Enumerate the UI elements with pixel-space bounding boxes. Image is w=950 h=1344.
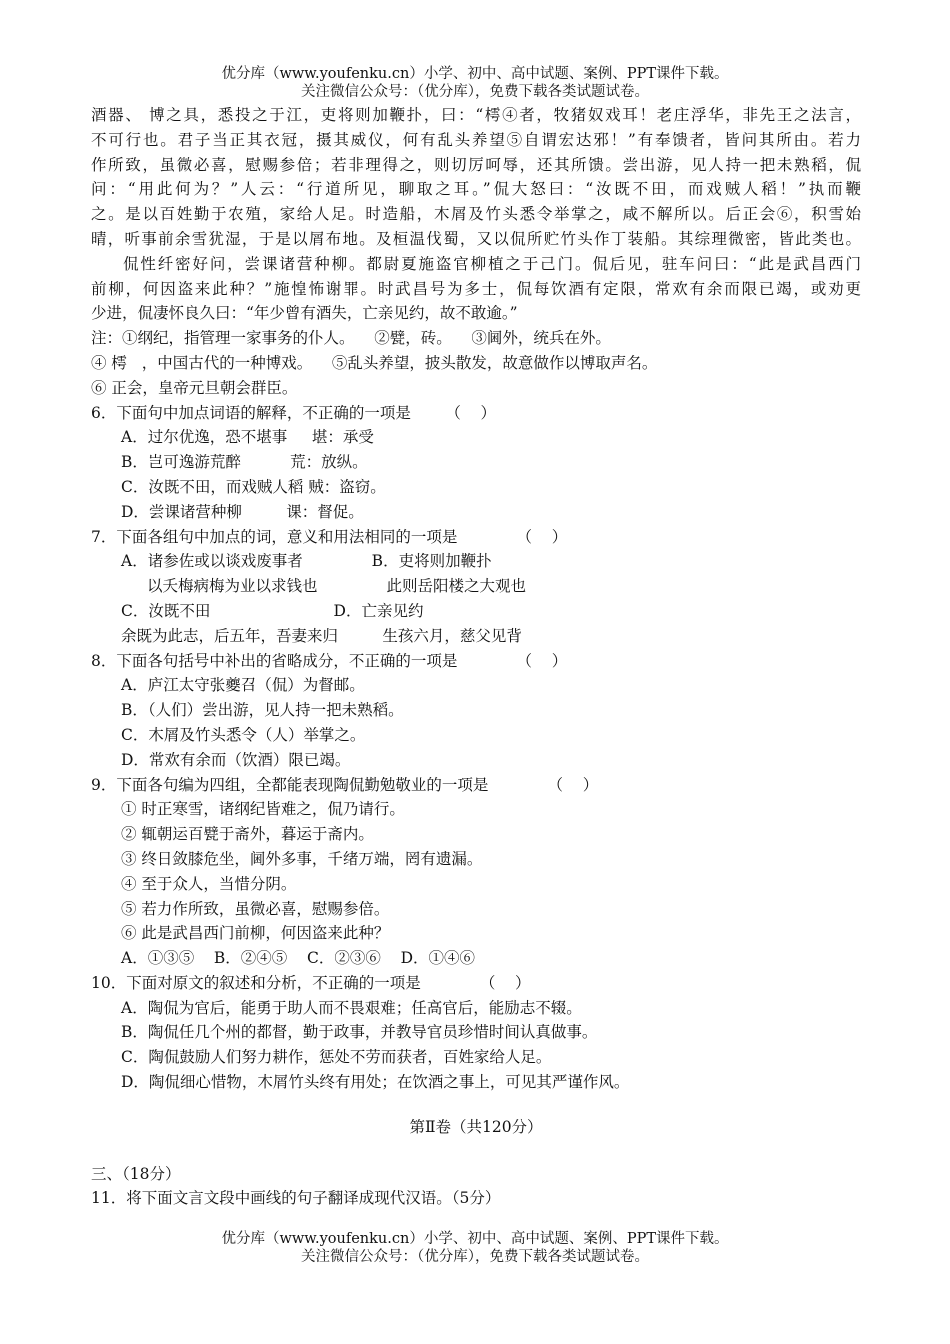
footer-line-2: 关注微信公众号：（优分库），免费下载各类试题试卷。 [301, 1249, 649, 1265]
option-b: B．（人们）尝出游，见人持一把未熟稻。 [121, 701, 404, 720]
option-a: A．过尔优逸，恐不堪事 堪：承受 [121, 428, 374, 447]
option-d: D．陶侃细心惜物，木屑竹头终有用处；在饮酒之事上，可见其严谨作风。 [121, 1073, 630, 1092]
question-stem: 10．下面对原文的叙述和分析，不正确的一项是 （ ） [91, 973, 531, 992]
question-stem: 6．下面句中加点词语的解释，不正确的一项是 （ ） [91, 403, 497, 422]
question-stem: 9．下面各句编为四组，全都能表现陶侃勤勉敬业的一项是 （ ） [91, 775, 599, 794]
question-10 [91, 971, 861, 1095]
option-c: C．汝既不田，而戏贼人稻 贼：盗窃。 [121, 477, 386, 496]
note-line: 注：①纲纪，指管理一家事务的仆人。 ②甓，砖。 ③阃外，统兵在外。 [91, 329, 611, 348]
header-line-2: 关注微信公众号：（优分库），免费下载各类试题试卷。 [301, 84, 649, 100]
option-d: D．常欢有余而（饮酒）限已竭。 [121, 750, 351, 769]
statement-item: ⑤ 若力作所致，虽微必喜，慰赐参倍。 [121, 899, 390, 918]
question-9 [91, 773, 861, 971]
passage-line: 前柳，何因盗来此种？”施惶怖谢罪。时武昌号为多士，侃每饮酒有定限，常欢有余而限已竭，或劝更 [91, 279, 861, 298]
option-b: B．岂可逸游荒醉 荒：放纵。 [121, 453, 368, 472]
option-row: A．诸参佐或以谈戏废事者 B．吏将则加鞭扑 [121, 552, 492, 571]
passage-paragraph-1 [91, 103, 861, 252]
option-row: 余既为此志，后五年，吾妻来归 生孩六月，慈父见背 [121, 626, 522, 645]
passage-line: 之。是以百姓勤于农殖，家给人足。时造船，木屑及竹头悉令举掌之，咸不解所以。后正会⑥，积雪始 [91, 205, 861, 224]
answer-choices: A．①③⑤ B．②④⑤ C．②③⑥ D．①④⑥ [121, 949, 475, 968]
statement-item: ③ 终日敛膝危坐，阃外多事，千绪万端，罔有遗漏。 [121, 849, 483, 868]
option-b: B．陶侃任几个州的都督，勤于政事，并教导官员珍惜时间认真做事。 [121, 1023, 598, 1042]
question-7 [91, 525, 861, 649]
passage-line: 作所致，虽微必喜，慰赐参倍；若非理得之，则切厉呵辱，还其所馈。尝出游，见人持一把未熟稻，侃 [91, 155, 861, 174]
notes [91, 326, 861, 400]
question-11-stem: 11．将下面文言文段中画线的句子翻译成现代汉语。（5分） [91, 1189, 501, 1208]
option-row: C．汝既不田 D．亡亲见约 [121, 601, 424, 620]
option-d: D．尝课诸营种柳 课：督促。 [121, 502, 364, 521]
option-c: C．木屑及竹头悉令（人）举掌之。 [121, 725, 366, 744]
question-8 [91, 649, 861, 773]
passage-line: 少进，侃凄怀良久曰：“年少曾有酒失，亡亲见约，故不敢逾。” [91, 304, 518, 323]
page-footer [0, 1230, 950, 1266]
note-line: ⑥ 正会，皇帝元旦朝会群臣。 [91, 378, 298, 397]
question-6 [91, 401, 861, 525]
statement-item: ⑥ 此是武昌西门前柳，何因盗来此种？ [121, 924, 390, 943]
note-line: ④ 樗 ，中国古代的一种博戏。 ⑤乱头养望，披头散发，故意做作以博取声名。 [91, 353, 658, 372]
passage-line: 酒器、 博之具，悉投之于江，吏将则加鞭扑，曰：“樗④者，牧猪奴戏耳！老庄浮华，非先王之法言， [91, 106, 861, 124]
document-body [91, 103, 861, 1211]
option-c: C．陶侃鼓励人们努力耕作，惩处不劳而获者，百姓家给人足。 [121, 1048, 552, 1067]
question-stem: 8．下面各句括号中补出的省略成分，不正确的一项是 （ ） [91, 651, 568, 670]
option-row: 以夭梅病梅为业以求钱也 此则岳阳楼之大观也 [147, 577, 526, 596]
option-a: A．陶侃为官后，能勇于助人而不畏艰难；任高官后，能励志不辍。 [121, 998, 582, 1017]
question-stem: 7．下面各组句中加点的词，意义和用法相同的一项是 （ ） [91, 527, 568, 546]
passage-line: 侃性纤密好问，尝课诸营种柳。都尉夏施盗官柳植之于己门。侃后见，驻车问曰：“此是武昌西门 [123, 254, 861, 273]
footer-line-1: 优分库（www.youfenku.cn）小学、初中、高中试题、案例、PPT课件下载。 [221, 1231, 729, 1247]
passage-line: 不可行也。君子当正其衣冠，摄其威仪，何有乱头养望⑤自谓宏达邪！”有奉馈者，皆问其所由。若力 [91, 130, 861, 149]
page-header [0, 65, 950, 101]
passage-paragraph-2 [91, 252, 861, 326]
header-line-1: 优分库（www.youfenku.cn）小学、初中、高中试题、案例、PPT课件下载。 [221, 66, 729, 82]
statement-item: ① 时正寒雪，诸纲纪皆难之，侃乃请行。 [121, 800, 405, 819]
section-3-heading: 三、（18分） [91, 1164, 181, 1183]
statement-item: ④ 至于众人，当惜分阴。 [121, 874, 297, 893]
statement-item: ② 辄朝运百甓于斋外，暮运于斋内。 [121, 825, 374, 844]
section-2-title: 第Ⅱ卷（共120分） [409, 1117, 543, 1136]
passage-line: 问：“用此何为？”人云：“行道所见，聊取之耳。”侃大怒曰：“汝既不田，而戏贼人稻！”执而鞭 [91, 180, 861, 199]
option-a: A．庐江太守张夔召（侃）为督邮。 [121, 676, 365, 695]
passage-line: 晴，听事前余雪犹湿，于是以屑布地。及桓温伐蜀，又以侃所贮竹头作丁装船。其综理微密，皆此类也。 [91, 229, 861, 248]
